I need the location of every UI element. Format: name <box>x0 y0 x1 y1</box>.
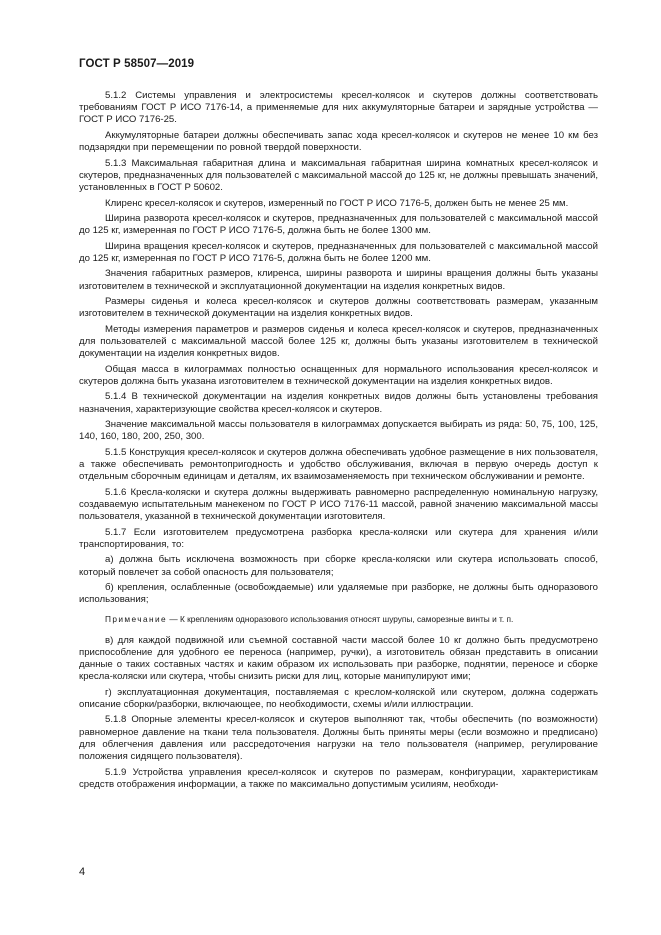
paragraph: Аккумуляторные батареи должны обеспечивать запас хода кресел-колясок и скутеров не менее 10 км без подзарядки при перемещении по ровной твердой поверхности. <box>79 129 598 154</box>
paragraph: 5.1.9 Устройства управления кресел-колясок и скутеров по размерам, конфигурации, характеристикам средств отображения информации, а также по максимально допустимым усилиям, необходи- <box>79 766 598 790</box>
paragraph: г) эксплуатационная документация, поставляемая с креслом-коляской или скутером, должна содержать описание сборки/разборки, включающее, по необходимости, схемы и/или иллюстрации. <box>79 686 598 710</box>
document-header: ГОСТ Р 58507—2019 <box>79 58 195 70</box>
paragraph: Ширина вращения кресел-колясок и скутеров, предназначенных для пользователей с максимальной массой до 125 кг, измеренная по ГОСТ Р ИСО 7176-5, должна быть не более 1200 мм. <box>79 240 598 264</box>
paragraph: 5.1.7 Если изготовителем предусмотрена разборка кресла-коляски или скутера для хранения и/или транспортирования, то: <box>79 526 598 550</box>
paragraph: Размеры сиденья и колеса кресел-колясок и скутеров должны соответствовать размерам, указанным изготовителем в технической документации на изделия конкретных видов. <box>79 296 598 320</box>
note <box>79 613 598 625</box>
paragraph: 5.1.3 Максимальная габаритная длина и максимальная габаритная ширина комнатных кресел-колясок и скутеров, предназначенных для пользователей с максимальной массой до 125 кг, не должны превышать значений, установленных в ГОСТ Р 50602. <box>79 157 598 194</box>
document-body <box>79 90 598 794</box>
paragraph: 5.1.4 В технической документации на изделия конкретных видов должны быть установлены требования назначения, характеризующие свойства кресел-колясок и скутеров. <box>79 391 598 415</box>
paragraph: 5.1.8 Опорные элементы кресел-колясок и скутеров выполняют так, чтобы обеспечить (по возможности) равномерное давление на ткани тела пользователя. Должны быть приняты меры (если возможно и предписано) для облегчения давления или рассредоточения нагрузки на тело пользователя (например, регулирование положения сидящего пользователя). <box>79 714 598 763</box>
paragraph: Значения габаритных размеров, клиренса, ширины разворота и ширины вращения должны быть указаны изготовителем в технической и эксплуатационной документации на изделия конкретных видов. <box>79 268 598 292</box>
paragraph: Значение максимальной массы пользователя в килограммах допускается выбирать из ряда: 50, 75, 100, 125, 140, 160, 180, 200, 250, 300. <box>79 419 598 443</box>
paragraph: 5.1.6 Кресла-коляски и скутера должны выдерживать равномерно распределенную номинальную нагрузку, создаваемую испытательным манекеном по ГОСТ Р ИСО 7176-11 массой, равной значению максимальной массы пользователя, указанной в технической документации изготовителя. <box>79 486 598 523</box>
paragraph: Общая масса в килограммах полностью оснащенных для нормального использования кресел-колясок и скутеров должна быть указана изготовителем в технической документации на изделия конкретных видов. <box>79 363 598 387</box>
note-text: — К креплениям одноразового использования относят шурупы, саморезные винты и т. п. <box>167 614 514 625</box>
paragraph: 5.1.5 Конструкция кресел-колясок и скутеров должна обеспечивать удобное размещение в них пользователя, а также обеспечивать ремонтопригодность и удобство обслуживания, включая в первую очередь доступ к отдельным сборочным единицам и деталям, их взаимозаменяемость при техническом обслуживании и ремонте. <box>79 446 598 483</box>
page-number: 4 <box>79 866 86 878</box>
paragraph: а) должна быть исключена возможность при сборке кресла-коляски или скутера использовать способ, который повлечет за собой опасность для пользователя; <box>79 554 598 578</box>
paragraph: б) крепления, ослабленные (освобождаемые) или удаляемые при разборке, не должны быть одноразового использования; <box>79 582 598 606</box>
paragraph: Клиренс кресел-колясок и скутеров, измеренный по ГОСТ Р ИСО 7176-5, должен быть не менее 25 мм. <box>105 197 569 209</box>
paragraph: Методы измерения параметров и размеров сиденья и колеса кресел-колясок и скутеров, предназначенных для пользователей с максимальной массой более 125 кг, должны быть указаны изготовителем в технической документации на изделия конкретных видов. <box>79 323 598 360</box>
note-label: Примечание <box>105 614 168 625</box>
paragraph: в) для каждой подвижной или съемной составной части массой более 10 кг должно быть предусмотрено приспособление для удобного ее переноса (например, ручки), а изготовитель обязан представить в описании данные о таких составных частях и каким образом их использовать при разборке, поднятии, переносе и сборке кресла-коляски или скутера, чтобы снизить риски для лиц, которые манипулируют ими; <box>79 634 598 683</box>
paragraph: 5.1.2 Системы управления и электросистемы кресел-колясок и скутеров должны соответствовать требованиям ГОСТ Р ИСО 7176-14, а применяемые для них аккумуляторные батареи и зарядные устройства — ГОСТ Р ИСО 7176-25. <box>79 90 598 126</box>
paragraph: Ширина разворота кресел-колясок и скутеров, предназначенных для пользователей с максимальной массой до 125 кг, измеренная по ГОСТ Р ИСО 7176-5, должна быть не более 1300 мм. <box>79 213 598 237</box>
